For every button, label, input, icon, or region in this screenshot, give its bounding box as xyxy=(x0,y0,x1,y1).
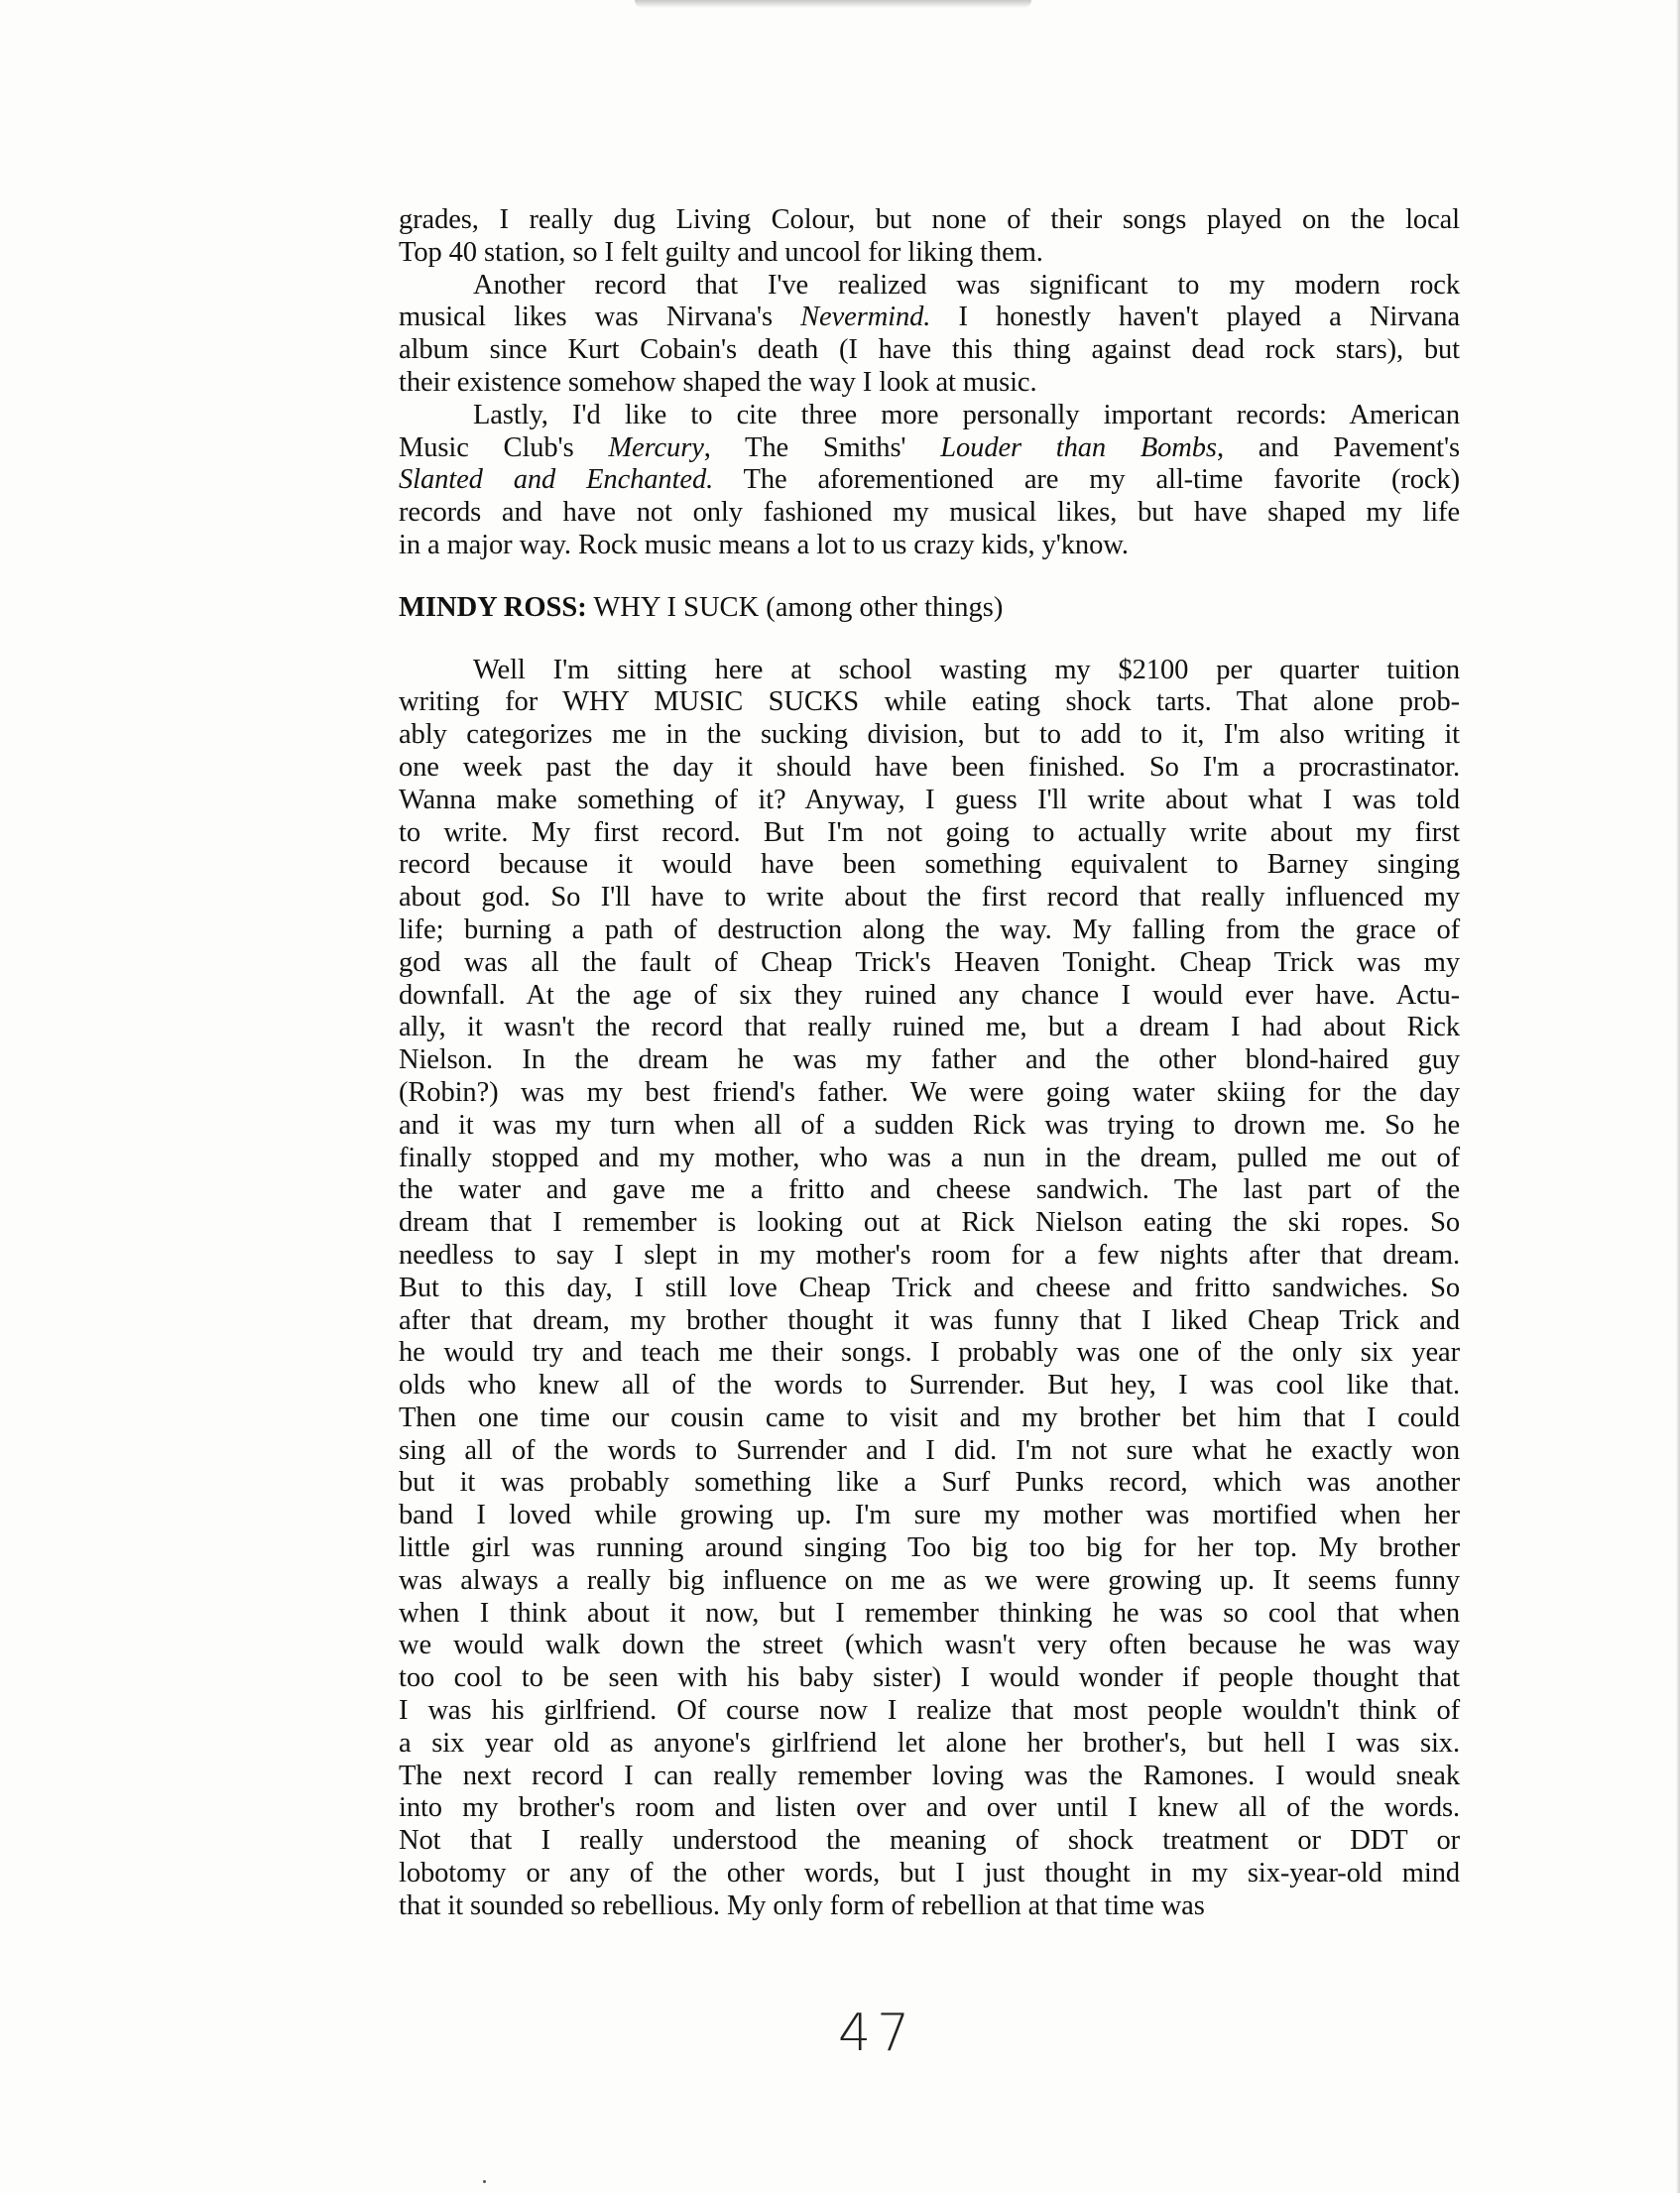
text-line: and it was my turn when all of a sudden Rick was trying to drown me. So he xyxy=(399,1109,1460,1141)
text-line: in a major way. Rock music means a lot to us crazy kids, y'know. xyxy=(399,529,1129,560)
text-line: Wanna make something of it? Anyway, I guess I'll write about what I was told xyxy=(399,784,1460,815)
text-line: olds who knew all of the words to Surrender. But hey, I was cool like that. xyxy=(399,1370,1460,1401)
text-line: ably categorizes me in the sucking division, but to add to it, I'm also writing it xyxy=(399,719,1460,751)
text-line: downfall. At the age of six they ruined any chance I would ever have. Actu- xyxy=(399,979,1460,1011)
text-line: Another record that I've realized was significant to my modern rock xyxy=(473,269,1460,301)
text-line: Lastly, I'd like to cite three more personally important records: American xyxy=(473,399,1460,430)
scan-shadow-top xyxy=(635,0,1031,8)
text-line: one week past the day it should have been finished. So I'm a procrastinator. xyxy=(399,751,1460,783)
text-line: Not that I really understood the meaning of shock treatment or DDT or xyxy=(399,1825,1460,1857)
heading-title: WHY I SUCK (among other things) xyxy=(593,591,1004,623)
text-line: we would walk down the street (which wasn't very often because he was way xyxy=(399,1630,1460,1661)
text-line: lobotomy or any of the other words, but I just thought in my six-year-old mind xyxy=(399,1858,1460,1889)
text-line: about god. So I'll have to write about the first record that really influenced my xyxy=(399,882,1460,914)
text-line: I was his girlfriend. Of course now I realize that most people wouldn't think of xyxy=(399,1695,1460,1727)
text-line: finally stopped and my mother, who was a nun in the dream, pulled me out of xyxy=(399,1142,1460,1173)
text-line: needless to say I slept in my mother's room for a few nights after that dream. xyxy=(399,1239,1460,1271)
text-line: when I think about it now, but I remember thinking he was so cool that when xyxy=(399,1597,1460,1629)
text-line: life; burning a path of destruction along the way. My falling from the grace of xyxy=(399,914,1460,945)
text-line: sing all of the words to Surrender and I did. I'm not sure what he exactly won xyxy=(399,1434,1460,1466)
text-line: dream that I remember is looking out at Rick Nielson eating the ski ropes. So xyxy=(399,1207,1460,1239)
heading-author: MINDY ROSS: xyxy=(399,591,587,623)
text-line: But to this day, I still love Cheap Trick and cheese and fritto sandwiches. So xyxy=(399,1272,1460,1303)
text-line: he would try and teach me their songs. I probably was one of the only six year xyxy=(399,1337,1460,1369)
text-line: too cool to be seen with his baby sister) I would wonder if people thought that xyxy=(399,1662,1460,1694)
text-line: but it was probably something like a Surf Punks record, which was another xyxy=(399,1467,1460,1499)
scan-shadow-right xyxy=(1676,0,1680,2193)
text-line: Well I'm sitting here at school wasting my $2100 per quarter tuition xyxy=(473,654,1460,685)
spacer xyxy=(399,625,1460,655)
text-line: grades, I really dug Living Colour, but none of their songs played on the local xyxy=(399,204,1460,235)
text-line: god was all the fault of Cheap Trick's Heaven Tonight. Cheap Trick was my xyxy=(399,946,1460,978)
text-line: album since Kurt Cobain's death (I have this thing against dead rock stars), but xyxy=(399,334,1460,366)
paragraph xyxy=(399,400,1460,562)
text-line: the water and gave me a fritto and cheese sandwich. The last part of the xyxy=(399,1174,1460,1206)
text-line: little girl was running around singing Too big too big for her top. My brother xyxy=(399,1532,1460,1564)
text-line: was always a really big influence on me as we were growing up. It seems funny xyxy=(399,1564,1460,1596)
text-line: that it sounded so rebellious. My only form of rebellion at that time was xyxy=(399,1889,1205,1921)
paragraph xyxy=(399,270,1460,400)
text-line: (Robin?) was my best friend's father. We were going water skiing for the day xyxy=(399,1076,1460,1108)
text-line: ally, it wasn't the record that really ruined me, but a dream I had about Rick xyxy=(399,1012,1460,1043)
paragraph xyxy=(399,204,1460,270)
text-line: after that dream, my brother thought it was funny that I liked Cheap Trick and xyxy=(399,1304,1460,1336)
text-line: band I loved while growing up. I'm sure my mother was mortified when her xyxy=(399,1500,1460,1531)
text-line: The next record I can really remember loving was the Ramones. I would sneak xyxy=(399,1760,1460,1791)
text-line: into my brother's room and listen over and over until I knew all of the words. xyxy=(399,1792,1460,1824)
text-line: Slanted and Enchanted. The aforementioned are my all-time favorite (rock) xyxy=(399,464,1460,496)
page-number: 47 xyxy=(838,2004,916,2063)
text-line: a six year old as anyone's girlfriend let alone her brother's, but hell I was six. xyxy=(399,1727,1460,1759)
text-line: Nielson. In the dream he was my father and the other blond-haired guy xyxy=(399,1044,1460,1076)
body-section xyxy=(399,655,1460,1923)
spacer xyxy=(399,562,1460,592)
text-line: records and have not only fashioned my musical likes, but have shaped my life xyxy=(399,497,1460,529)
text-line: Top 40 station, so I felt guilty and uncool for liking them. xyxy=(399,236,1043,268)
text-line: to write. My first record. But I'm not going to actually write about my first xyxy=(399,816,1460,848)
text-line: Music Club's Mercury, The Smiths' Louder than Bombs, and Pavement's xyxy=(399,431,1460,463)
text-line: Then one time our cousin came to visit and my brother bet him that I could xyxy=(399,1401,1460,1433)
text-line: musical likes was Nirvana's Nevermind. I honestly haven't played a Nirvana xyxy=(399,302,1460,333)
scan-speck xyxy=(483,2180,486,2183)
text-line: their existence somehow shaped the way I look at music. xyxy=(399,366,1037,398)
section-heading xyxy=(399,592,1460,625)
text-line: writing for WHY MUSIC SUCKS while eating shock tarts. That alone prob- xyxy=(399,686,1460,718)
text-line: record because it would have been something equivalent to Barney singing xyxy=(399,849,1460,881)
intro-section xyxy=(399,204,1460,562)
article-text xyxy=(399,204,1460,1923)
